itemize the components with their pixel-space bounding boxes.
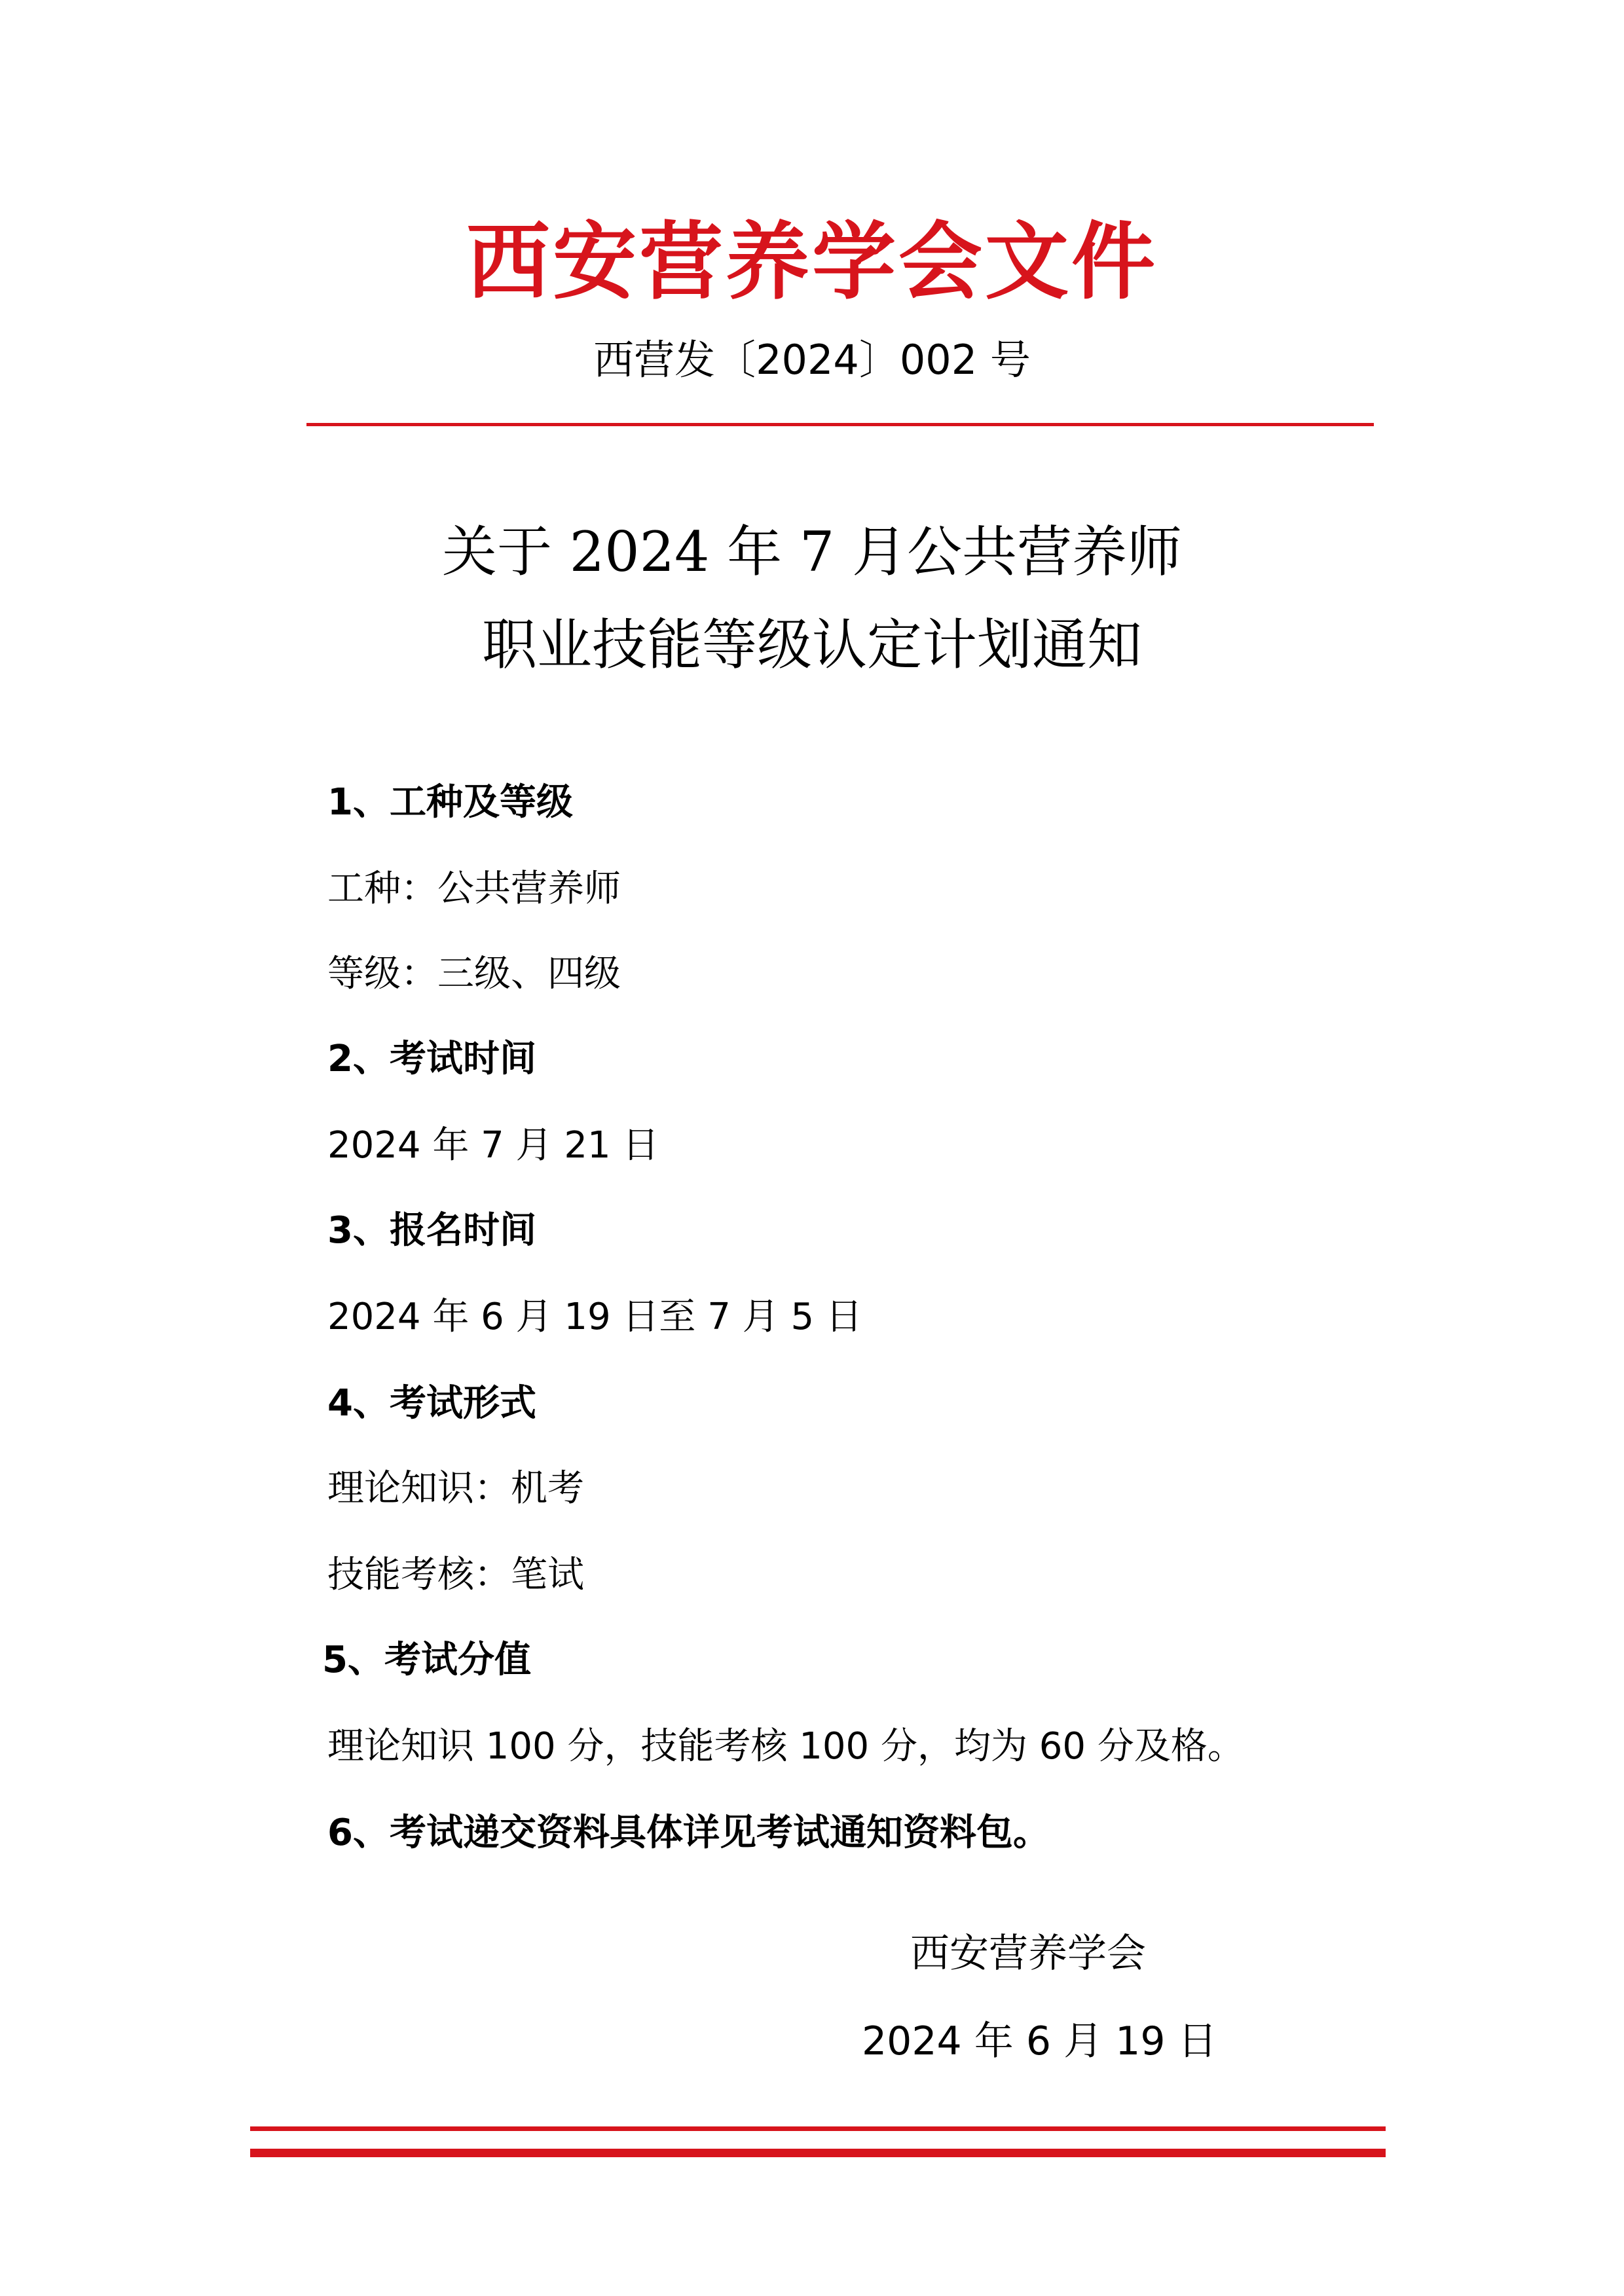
section-heading-5: 5、考试分值: [322, 1639, 531, 1681]
section-heading-6: 6、考试递交资料具体详见考试通知资料包。: [327, 1812, 1050, 1854]
footer-divider-thick: [250, 2149, 1386, 2157]
header-title: 西安营养学会文件: [466, 213, 1158, 311]
section-heading-3: 3、报名时间: [327, 1209, 536, 1252]
section-4-line-2: 技能考核：笔试: [327, 1554, 584, 1596]
section-heading-2: 2、考试时间: [327, 1038, 536, 1080]
section-4-line-1: 理论知识：机考: [327, 1467, 584, 1510]
notice-title-line-1: 关于 2024 年 7 月公共营养师: [441, 520, 1183, 584]
section-heading-1: 1、工种及等级: [327, 781, 573, 824]
header-divider: [306, 423, 1374, 426]
footer-divider-thin: [250, 2126, 1386, 2131]
signature-organization: 西安营养学会: [910, 1931, 1146, 1977]
section-1-line-2: 等级：三级、四级: [327, 953, 621, 995]
section-5-line-1: 理论知识 100 分，技能考核 100 分，均为 60 分及格。: [327, 1725, 1244, 1768]
signature-date: 2024 年 6 月 19 日: [862, 2018, 1217, 2064]
section-2-line-1: 2024 年 7 月 21 日: [327, 1124, 659, 1167]
section-1-line-1: 工种：公共营养师: [327, 867, 621, 910]
section-heading-4: 4、考试形式: [327, 1382, 536, 1425]
document-number: 西营发〔2024〕002 号: [593, 336, 1031, 384]
notice-title-line-2: 职业技能等级认定计划通知: [481, 613, 1142, 677]
section-3-line-1: 2024 年 6 月 19 日至 7 月 5 日: [327, 1296, 862, 1338]
